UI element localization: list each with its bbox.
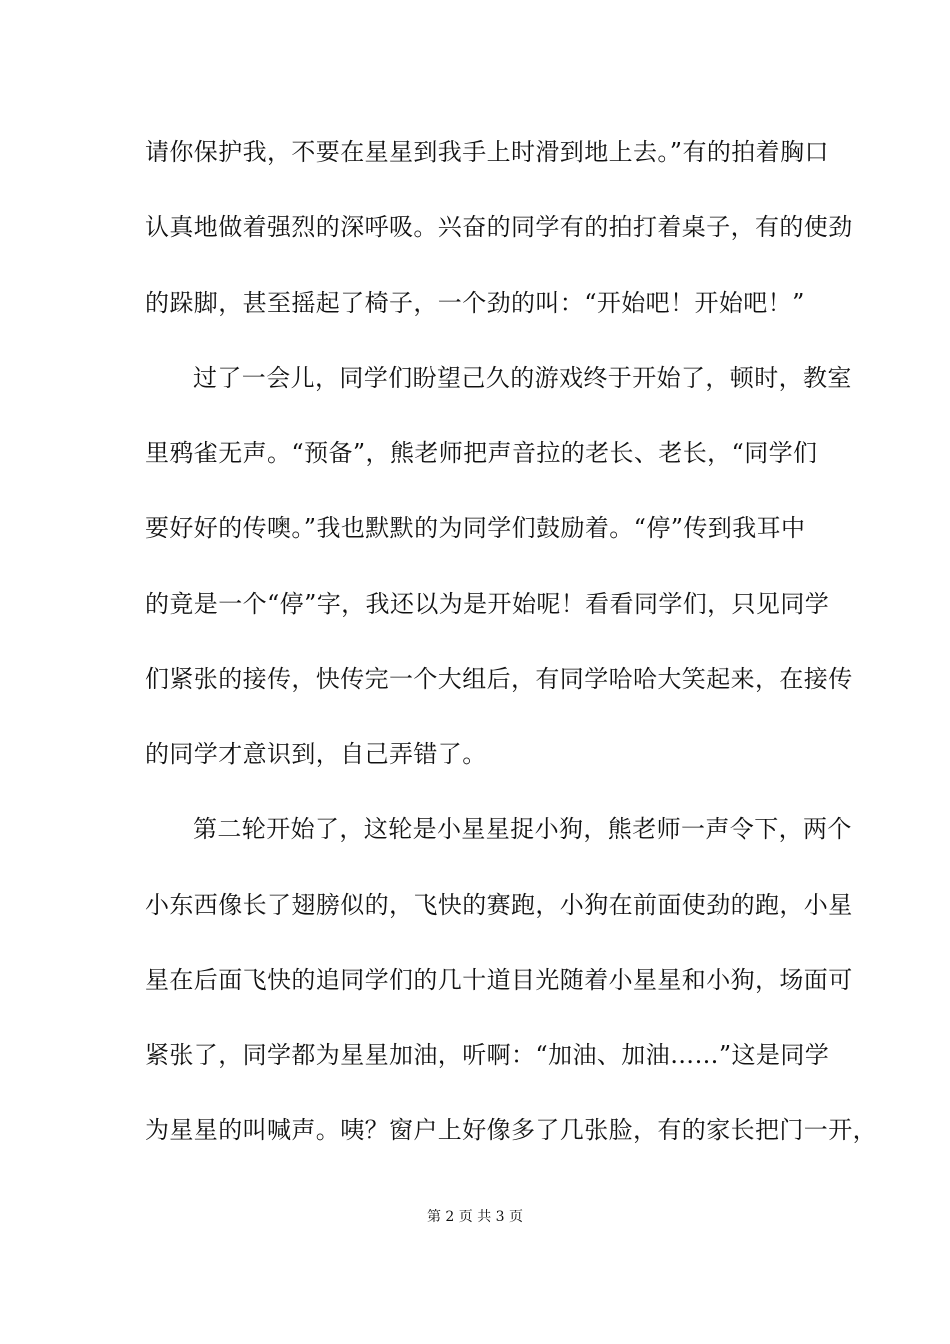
text-line-12: 星在后面飞快的追同学们的几十道目光随着小星星和小狗，场面可 <box>145 966 853 994</box>
text-line-8: 们紧张的接传，快传完一个大组后，有同学哈哈大笑起来，在接传 <box>145 665 853 693</box>
text-line-6: 要好好的传噢。”我也默默的为同学们鼓励着。“停”传到我耳中 <box>145 514 806 542</box>
text-line-1: 请你保护我，不要在星星到我手上时滑到地上去。”有的拍着胸口 <box>145 138 829 166</box>
text-line-11: 小东西像长了翅膀似的，飞快的赛跑，小狗在前面使劲的跑，小星 <box>145 891 853 919</box>
page-number-label: 第 2 页 共 3 页 <box>426 1209 524 1225</box>
text-line-4-paragraph-start: 过了一会儿，同学们盼望己久的游戏终于开始了，顿时，教室 <box>193 364 852 392</box>
text-line-2: 认真地做着强烈的深呼吸。兴奋的同学有的拍打着桌子，有的使劲 <box>145 213 853 241</box>
page-footer <box>0 1208 950 1226</box>
text-line-5: 里鸦雀无声。“预备”，熊老师把声音拉的老长、老长，“同学们 <box>145 439 818 467</box>
text-line-10-paragraph-start: 第二轮开始了，这轮是小星星捉小狗，熊老师一声令下，两个 <box>193 815 852 843</box>
text-line-13: 紧张了，同学都为星星加油，听啊：“加油、加油……”这是同学 <box>145 1041 830 1069</box>
text-line-7: 的竟是一个“停”字，我还以为是开始呢！看看同学们，只见同学 <box>145 590 830 618</box>
text-line-3: 的跺脚，甚至摇起了椅子，一个劲的叫：“开始吧！开始吧！” <box>145 289 805 317</box>
text-line-14: 为星星的叫喊声。咦？窗户上好像多了几张脸，有的家长把门一开， <box>145 1116 877 1144</box>
text-line-9: 的同学才意识到，自己弄错了。 <box>145 740 487 768</box>
